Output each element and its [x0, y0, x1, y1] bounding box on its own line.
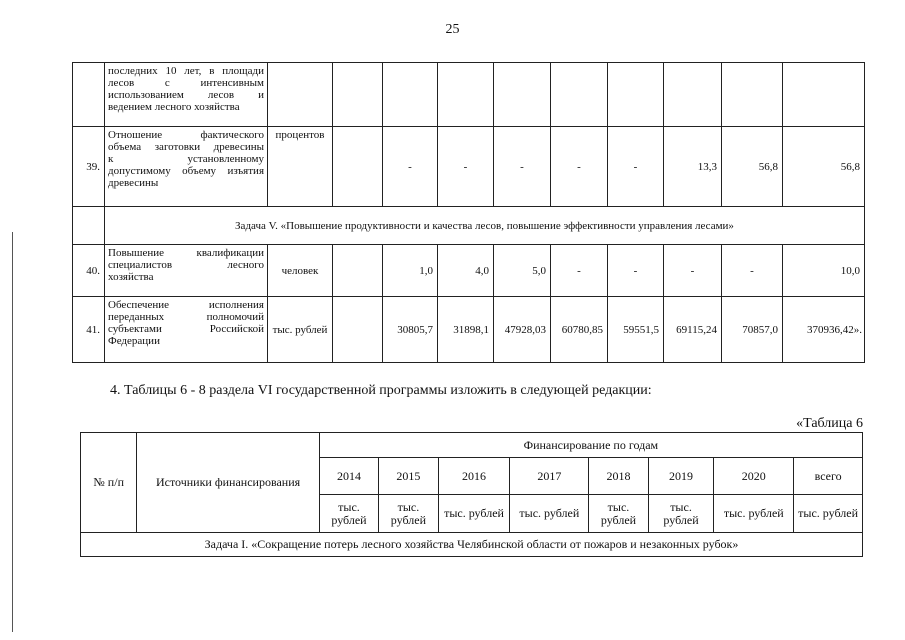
value-cell: 31898,1 — [438, 297, 494, 363]
year-header: 2020 — [714, 458, 794, 495]
row-number: 39. — [73, 127, 105, 207]
desc-line: ведением лесного хозяйства — [108, 101, 240, 113]
desc-line: хозяйства — [108, 271, 154, 283]
value-cell: - — [608, 127, 664, 207]
year-header: 2018 — [589, 458, 648, 495]
indicator-description — [105, 127, 268, 207]
year-header: 2019 — [648, 458, 714, 495]
desc-line: лесов с интенсивным — [108, 77, 264, 89]
table-row — [81, 433, 863, 458]
unit: тыс. рублей — [268, 297, 333, 363]
unit-header: тыс. рублей — [319, 495, 378, 533]
instruction-paragraph: 4. Таблицы 6 - 8 раздела VI государственной программы изложить в следующей редакции: — [110, 383, 652, 398]
desc-line: Отношение фактического — [108, 129, 264, 141]
desc-line: Повышение квалификации — [108, 247, 264, 259]
value-cell: - — [383, 127, 438, 207]
value-cell: 70857,0 — [722, 297, 783, 363]
funding-header: Финансирование по годам — [319, 433, 862, 458]
value-cell: - — [722, 245, 783, 297]
year-header: всего — [794, 458, 863, 495]
table-row — [73, 245, 865, 297]
table-row — [73, 297, 865, 363]
col-num-header: № п/п — [81, 433, 137, 533]
table-row — [73, 207, 865, 245]
desc-line: Федерации — [108, 335, 160, 347]
row-number — [73, 63, 105, 127]
value-cell: 13,3 — [664, 127, 722, 207]
indicator-description — [105, 63, 268, 127]
desc-line: специалистов лесного — [108, 259, 264, 271]
financing-table — [80, 432, 863, 557]
indicators-table — [72, 62, 865, 363]
desc-line: субъектами Российской — [108, 323, 264, 335]
year-header: 2017 — [510, 458, 589, 495]
value-cell: - — [438, 127, 494, 207]
year-header: 2014 — [319, 458, 378, 495]
task-heading: Задача V. «Повышение продуктивности и качества лесов, повышение эффективности управления лесами» — [105, 207, 865, 245]
row-number: 41. — [73, 297, 105, 363]
col-source-header: Источники финансирования — [137, 433, 319, 533]
unit-header: тыс. рублей — [714, 495, 794, 533]
value-cell: 59551,5 — [608, 297, 664, 363]
value-cell: - — [494, 127, 551, 207]
indicator-description — [105, 297, 268, 363]
value-cell: 69115,24 — [664, 297, 722, 363]
unit-header: тыс. рублей — [438, 495, 510, 533]
margin-line — [12, 232, 13, 632]
unit: человек — [268, 245, 333, 297]
value-cell: 1,0 — [383, 245, 438, 297]
unit-header: тыс. рублей — [510, 495, 589, 533]
desc-line: допустимому объему изъятия — [108, 165, 264, 177]
year-header: 2015 — [379, 458, 438, 495]
value-cell: 4,0 — [438, 245, 494, 297]
indicator-description — [105, 245, 268, 297]
desc-line: использованием лесов и — [108, 89, 264, 101]
page-number: 25 — [445, 22, 460, 37]
unit: процентов — [268, 127, 333, 207]
value-cell: 10,0 — [783, 245, 865, 297]
table-row — [73, 127, 865, 207]
desc-line: переданных полномочий — [108, 311, 264, 323]
desc-line: объема заготовки древесины — [108, 141, 264, 153]
unit-header: тыс. рублей — [379, 495, 438, 533]
value-cell: - — [664, 245, 722, 297]
table-row — [81, 533, 863, 557]
desc-line: к установленному — [108, 153, 264, 165]
desc-line: Обеспечение исполнения — [108, 299, 264, 311]
value-cell: - — [608, 245, 664, 297]
value-cell: 30805,7 — [383, 297, 438, 363]
value-cell: - — [551, 127, 608, 207]
table-row — [73, 63, 865, 127]
unit-header: тыс. рублей — [589, 495, 648, 533]
value-cell: 370936,42». — [783, 297, 865, 363]
desc-line: древесины — [108, 177, 159, 189]
task-heading: Задача I. «Сокращение потерь лесного хозяйства Челябинской области от пожаров и незаконных рубок» — [81, 533, 863, 557]
unit-header: тыс. рублей — [648, 495, 714, 533]
row-number: 40. — [73, 245, 105, 297]
year-header: 2016 — [438, 458, 510, 495]
value-cell: 56,8 — [783, 127, 865, 207]
value-cell: 60780,85 — [551, 297, 608, 363]
value-cell: 47928,03 — [494, 297, 551, 363]
value-cell: 5,0 — [494, 245, 551, 297]
table-label: «Таблица 6 — [796, 416, 863, 431]
desc-line: последних 10 лет, в площади — [108, 65, 264, 77]
value-cell: 56,8 — [722, 127, 783, 207]
value-cell: - — [551, 245, 608, 297]
unit-header: тыс. рублей — [794, 495, 863, 533]
